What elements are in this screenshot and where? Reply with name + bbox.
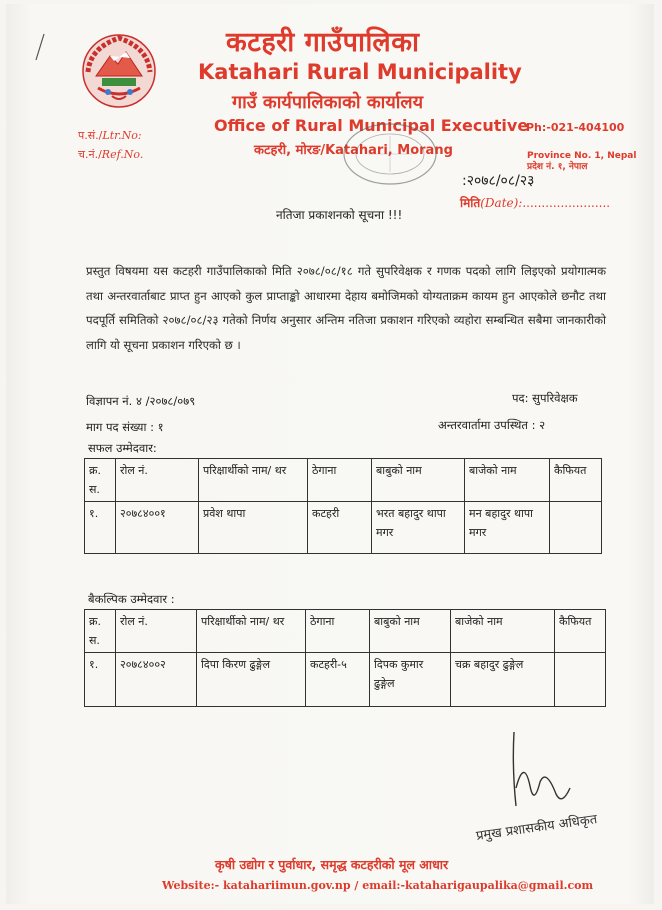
successful-table [84, 458, 602, 554]
office-name-en: Office of Rural Municipal Executive [214, 116, 529, 135]
cell-roll: २०७८४००२ [116, 653, 197, 707]
cell-address: कटहरी [308, 502, 372, 554]
col-sn: क्र. स. [85, 610, 116, 653]
reference-number-label-np: च.नं./ [78, 148, 102, 161]
office-name-np: गाउँ कार्यपालिकाको कार्यालय [232, 92, 424, 113]
nepal-emblem-logo [80, 32, 158, 110]
col-roll: रोल नं. [116, 459, 199, 502]
col-name: परिक्षार्थीको नाम/ थर [197, 610, 306, 653]
table-header-row [85, 610, 606, 653]
successful-heading: सफल उम्मेदवार: [88, 441, 157, 455]
table-row [85, 653, 606, 707]
reference-number-label-en: Ref.No. [101, 148, 144, 161]
cell-sn: १. [85, 653, 116, 707]
office-stamp [328, 118, 446, 194]
post-name: पद: सुपरिवेक्षक [512, 391, 578, 405]
cell-name: दिपा किरण ढुङ्गेल [197, 653, 306, 707]
cell-remarks [555, 653, 606, 707]
col-remarks: कैफियत [555, 610, 606, 653]
table-header-row [85, 459, 602, 502]
province-np: प्रदेश नं. १, नेपाल [527, 162, 588, 172]
province-label [527, 151, 636, 173]
letter-number-label-np: प.सं./ [78, 129, 103, 142]
cell-name: प्रवेश थापा [199, 502, 308, 554]
footer-website: Website:- katahariimun.gov.np / email:-kataharigaupalika@gmail.com [162, 879, 594, 892]
table-row [85, 502, 602, 554]
cell-roll: २०७८४००१ [116, 502, 199, 554]
cell-father: भरत बहादुर थापा मगर [372, 502, 465, 554]
col-sn: क्र. स. [85, 459, 116, 502]
notice-body: प्रस्तुत विषयमा यस कटहरी गाउँपालिकाको मिति २०७८/०८/१८ गते सुपरिवेक्षक र गणक पदको लागि लिइएको प्रयोगात्मक तथा अन्तरवार्ताबाट प्राप्त हुन आएको कुल प्राप्ताङ्को आधारमा देहाय बमोजिमको योग्यताक्रम कायम हुन आएकोले छनौट तथा पदपूर्ति समितिको २०७८/०८/२३ गतेको निर्णय अनुसार अन्तिम नतिजा प्रकाशन गरिएको व्यहोरा सम्बन्धित सबैमा जानकारीको लागि यो सूचना प्रकाशन गरिएको छ । [86, 264, 606, 352]
reference-number-label [78, 147, 143, 162]
date-label-np: मिति [460, 196, 481, 210]
col-grandfather: बाजेको नाम [451, 610, 555, 653]
cell-sn: १. [85, 502, 116, 554]
alternate-heading: बैकल्पिक उम्मेदवार : [88, 592, 175, 606]
date-label-en: (Date): [480, 196, 523, 210]
letter-number-label [78, 128, 142, 143]
phone-number: Ph:-021-404100 [526, 121, 625, 134]
cell-address: कटहरी-५ [306, 653, 370, 707]
municipality-name-en: Katahari Rural Municipality [198, 60, 522, 84]
signer-title: प्रमुख प्रशासकीय अधिकृत [475, 812, 599, 844]
col-address: ठेगाना [308, 459, 372, 502]
advertisement-number: विज्ञापन नं. ४ /२०७८/०७९ [86, 394, 196, 408]
cell-grandfather: चक्र बहादुर ढुङ्गेल [451, 653, 555, 707]
cell-remarks [550, 502, 602, 554]
col-name: परिक्षार्थीको नाम/ थर [199, 459, 308, 502]
notice-title: नतिजा प्रकाशनको सूचना !!! [276, 208, 403, 222]
province-en: Province No. 1, Nepal [527, 151, 637, 161]
cell-father: दिपक कुमार ढुङ्गेल [370, 653, 451, 707]
municipality-name-np: कटहरी गाउँपालिका [226, 27, 420, 58]
cell-grandfather: मन बहादुर थापा मगर [465, 502, 550, 554]
letter-number-label-en: Ltr.No: [102, 129, 142, 142]
col-father: बाबुको नाम [370, 610, 451, 653]
alternate-table [84, 609, 606, 707]
handwritten-signature [500, 728, 580, 818]
col-roll: रोल नं. [116, 610, 197, 653]
col-father: बाबुको नाम [372, 459, 465, 502]
interview-present-count: अन्तरवार्तामा उपस्थित : २ [438, 418, 546, 432]
demand-count: माग पद संख्या : १ [86, 420, 164, 434]
date-dots: ....................... [522, 196, 611, 210]
pen-mark-icon [32, 32, 48, 62]
col-address: ठेगाना [306, 610, 370, 653]
date-value: :२०७८/०८/२३ [462, 173, 535, 189]
date-field [460, 194, 610, 211]
col-grandfather: बाजेको नाम [465, 459, 550, 502]
office-address: कटहरी, मोरङ/Katahari, Morang [254, 143, 453, 158]
col-remarks: कैफियत [550, 459, 602, 502]
footer-tagline: कृषी उद्योग र पुर्वाधार, समृद्ध कटहरीको मूल आधार [215, 857, 449, 872]
